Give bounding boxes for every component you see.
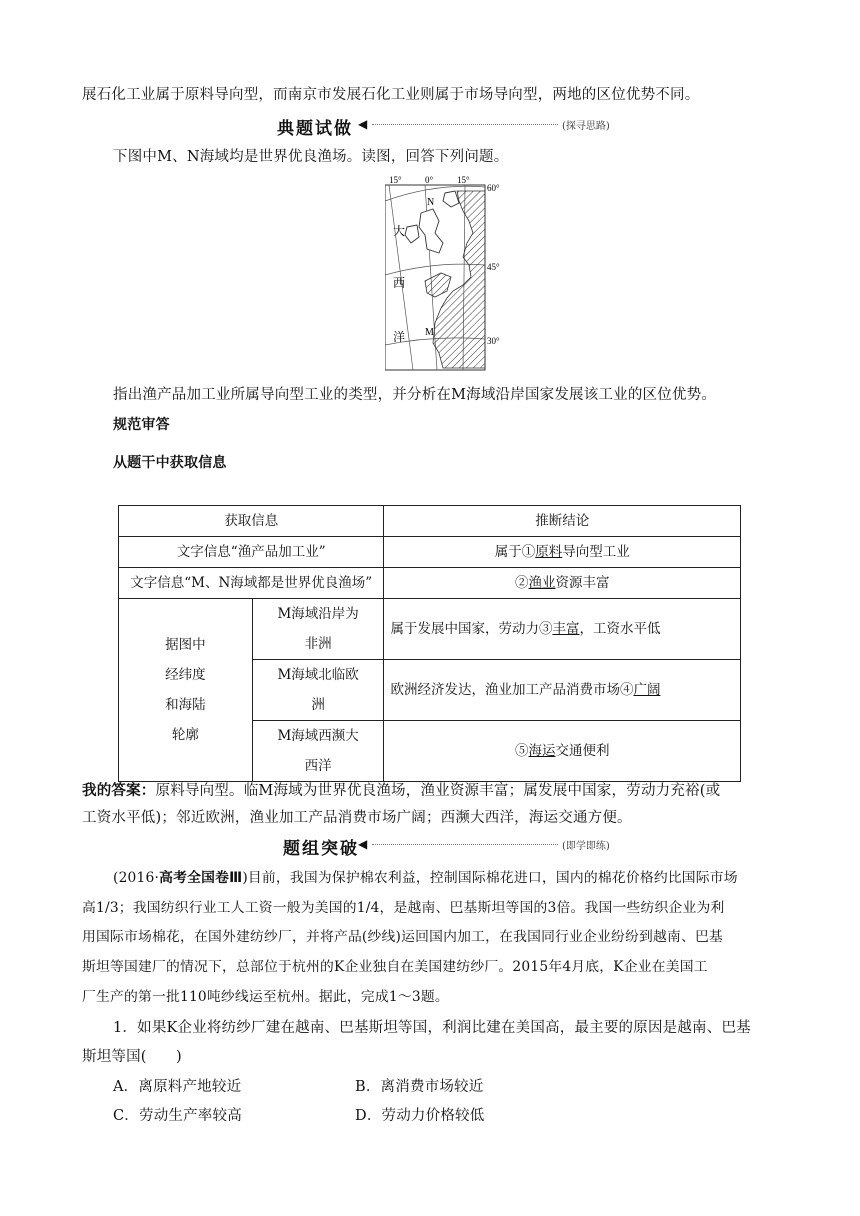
island-ireland — [405, 225, 419, 243]
table-group-label: 据图中 经纬度 和海陆 轮廓 — [119, 599, 253, 782]
section-note: (探寻思路) — [562, 121, 610, 132]
arrow-left-icon: ◀ — [358, 837, 368, 851]
intro-line: 展石化工业属于原料导向型，而南京市发展石化工业则属于市场导向型，两地的区位优势不同。 — [82, 87, 700, 103]
table-header-info: 获取信息 — [119, 506, 384, 537]
passage-line-2: 高1/3；我国纺织行业工人工资一般为美国的1/4，是越南、巴基斯坦等国的3倍。我国一些纺织企业为利 — [82, 900, 725, 916]
dotted-rule — [372, 844, 558, 845]
table-row — [119, 599, 741, 660]
table-sub-info: M海域北临欧 洲 — [252, 660, 384, 721]
question-text: 指出渔产品加工业所属导向型工业的类型，并分析在M海域沿岸国家发展该工业的区位优势。 — [113, 387, 717, 403]
table-row — [119, 568, 741, 599]
q1-option-c: C．劳动生产率较高 — [113, 1108, 242, 1124]
table-cell-conclusion: 属于发展中国家，劳动力③丰富，工资水平低 — [384, 599, 741, 660]
table-sub-info: M海域沿岸为 非洲 — [252, 599, 384, 660]
q1-option-d: D．劳动力价格较低 — [355, 1108, 485, 1124]
passage-line-3: 用国际市场棉花，在国外建纺纱厂，并将产品(纱线)运回国内加工，在我国同行业企业纷纷到越南、巴基 — [82, 929, 724, 945]
section-title-practice: 典题试做 — [277, 119, 353, 139]
table-cell-conclusion: 欧洲经济发达，渔业加工产品消费市场④广阔 — [384, 660, 741, 721]
table-sub-info: M海域西濒大 西洋 — [252, 721, 384, 782]
lon-label: 0° — [425, 175, 434, 185]
passage-line-5: 厂生产的第一批110吨纱线运至杭州。据此，完成1～3题。 — [82, 989, 449, 1005]
table-header-conclusion: 推断结论 — [384, 506, 741, 537]
table-cell-conclusion: ②渔业资源丰富 — [384, 568, 741, 599]
point-n-label: N — [427, 197, 435, 208]
lat-label: 60° — [487, 183, 500, 193]
answer-line-1: 我的答案：原料导向型。临M海域为世界优良渔场，渔业资源丰富；属发展中国家，劳动力充裕(或 — [82, 783, 721, 799]
passage-line-4: 斯坦等国建厂的情况下，总部位于杭州的K企业独自在美国建纺纱厂。2015年4月底，K企业在美国工 — [82, 959, 708, 975]
question-intro: 下图中M、N海域均是世界优良渔场。读图，回答下列问题。 — [113, 149, 509, 165]
passage-line-1: (2016·高考全国卷Ⅲ)目前，我国为保护棉农利益，控制国际棉花进口，国内的棉花价格约比国际市场 — [113, 870, 738, 886]
sea-label: 西 — [393, 276, 406, 290]
land-iberia — [425, 273, 451, 297]
section-note: (即学即练) — [562, 841, 610, 852]
table-row — [119, 537, 741, 568]
lat-label: 30° — [487, 336, 500, 346]
guide-title: 规范审答 — [113, 417, 170, 433]
section-title-breakthrough: 题组突破 — [283, 839, 359, 859]
island-britain — [419, 209, 443, 253]
table-cell-info: 文字信息“渔产品加工业” — [119, 537, 384, 568]
lon-label: 15° — [389, 175, 402, 185]
q1-line-2: 斯坦等国( ) — [82, 1049, 182, 1065]
table-cell-info: 文字信息“M、N海域都是世界优良渔场” — [119, 568, 384, 599]
q1-line-1: 1．如果K企业将纺纱厂建在越南、巴基斯坦等国，利润比建在美国高，最主要的原因是越南、巴基 — [113, 1020, 751, 1036]
sea-label: 洋 — [393, 330, 406, 344]
arrow-left-icon: ◀ — [358, 117, 368, 131]
table-cell-conclusion: 属于①原料导向型工业 — [384, 537, 741, 568]
info-table — [118, 505, 741, 782]
fishing-ground-map — [385, 173, 515, 373]
island-north — [443, 191, 459, 207]
sea-label: 大 — [393, 224, 406, 238]
lat-label: 45° — [487, 262, 500, 272]
q1-option-b: B．离消费市场较近 — [355, 1079, 484, 1095]
lon-label: 15° — [457, 175, 470, 185]
dotted-rule — [372, 124, 558, 125]
answer-line-2: 工资水平低)；邻近欧洲，渔业加工产品消费市场广阔；西濒大西洋，海运交通方便。 — [82, 810, 632, 826]
q1-option-a: A．离原料产地较近 — [113, 1079, 242, 1095]
table-cell-conclusion: ⑤海运交通便利 — [384, 721, 741, 782]
info-title: 从题干中获取信息 — [113, 455, 227, 471]
point-m-label: M — [425, 327, 434, 338]
